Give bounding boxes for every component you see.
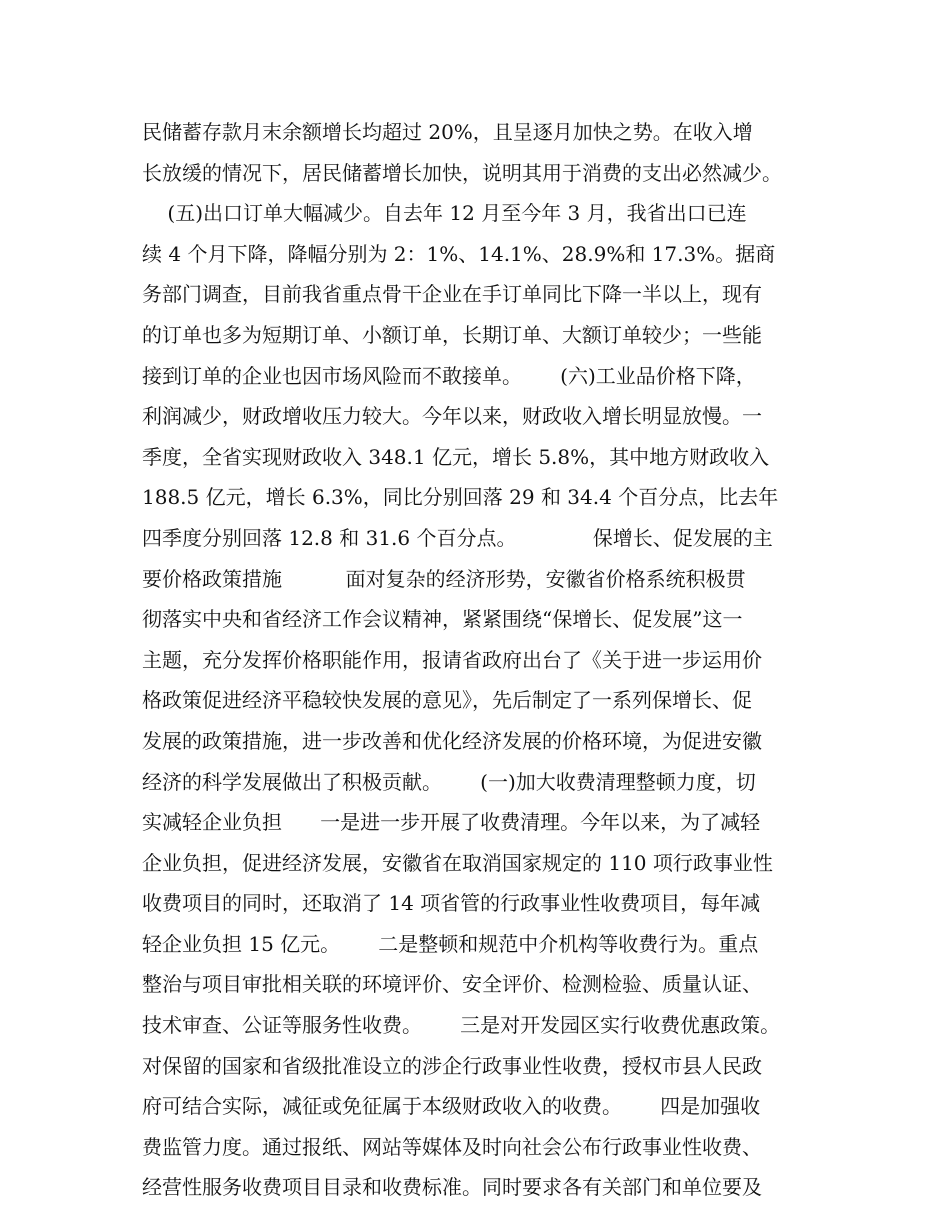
- text-line: 要价格政策措施 面对复杂的经济形势，安徽省价格系统积极贯: [142, 566, 746, 591]
- text-line: 务部门调查，目前我省重点骨干企业在手订单同比下降一半以上，现有: [142, 282, 762, 307]
- text-line: 府可结合实际，减征或免征属于本级财政收入的收费。 四是加强收: [142, 1094, 761, 1119]
- text-line: 四季度分别回落 12.8 和 31.6 个百分点。 保增长、促发展的主: [142, 525, 773, 550]
- text-line: 整治与项目审批相关联的环境评价、安全评价、检测检验、质量认证、: [142, 972, 762, 997]
- text-line: 收费项目的同时，还取消了 14 项省管的行政事业性收费项目，每年减: [142, 891, 761, 916]
- text-line: 的订单也多为短期订单、小额订单，长期订单、大额订单较少；一些能: [142, 322, 762, 347]
- text-line: (五)出口订单大幅减少。自去年 12 月至今年 3 月，我省出口已连: [142, 201, 747, 226]
- text-line: 费监管力度。通过报纸、网站等媒体及时向社会公布行政事业性收费、: [142, 1134, 762, 1159]
- text-line: 轻企业负担 15 亿元。 二是整顿和规范中介机构等收费行为。重点: [142, 931, 759, 956]
- text-line: 经济的科学发展做出了积极贡献。 (一)加大收费清理整顿力度，切: [142, 769, 756, 794]
- body-text: [142, 112, 832, 1208]
- text-line: 主题，充分发挥价格职能作用，报请省政府出台了《关于进一步运用价: [142, 647, 762, 672]
- text-line: 188.5 亿元，增长 6.3%，同比分别回落 29 和 34.4 个百分点，比去年: [142, 485, 779, 510]
- text-line: 季度，全省实现财政收入 348.1 亿元，增长 5.8%，其中地方财政收入: [142, 444, 770, 469]
- text-line: 利润减少，财政增收压力较大。今年以来，财政收入增长明显放慢。一: [142, 404, 762, 429]
- text-line: 经营性服务收费项目目录和收费标准。同时要求各有关部门和单位要及: [142, 1175, 762, 1200]
- text-line: 彻落实中央和省经济工作会议精神，紧紧围绕“保增长、促发展”这一: [142, 607, 743, 632]
- text-line: 格政策促进经济平稳较快发展的意见》，先后制定了一系列保增长、促: [142, 688, 752, 713]
- text-line: 发展的政策措施，进一步改善和优化经济发展的价格环境，为促进安徽: [142, 728, 762, 753]
- text-line: 技术审查、公证等服务性收费。 三是对开发园区实行收费优惠政策。: [142, 1013, 781, 1038]
- text-line: 实减轻企业负担 一是进一步开展了收费清理。今年以来，为了减轻: [142, 810, 761, 835]
- text-line: 对保留的国家和省级批准设立的涉企行政事业性收费，授权市县人民政: [142, 1053, 762, 1078]
- text-line: 企业负担，促进经济发展，安徽省在取消国家规定的 110 项行政事业性: [142, 850, 773, 875]
- text-line: 长放缓的情况下，居民储蓄增长加快，说明其用于消费的支出必然减少。: [142, 160, 782, 185]
- text-line: 续 4 个月下降，降幅分别为 2：1%、14.1%、28.9%和 17.3%。据商: [142, 241, 776, 266]
- text-line: 民储蓄存款月末余额增长均超过 20%，且呈逐月加快之势。在收入增: [142, 120, 753, 144]
- text-line: 接到订单的企业也因市场风险而不敢接单。 (六)工业品价格下降，: [142, 363, 756, 388]
